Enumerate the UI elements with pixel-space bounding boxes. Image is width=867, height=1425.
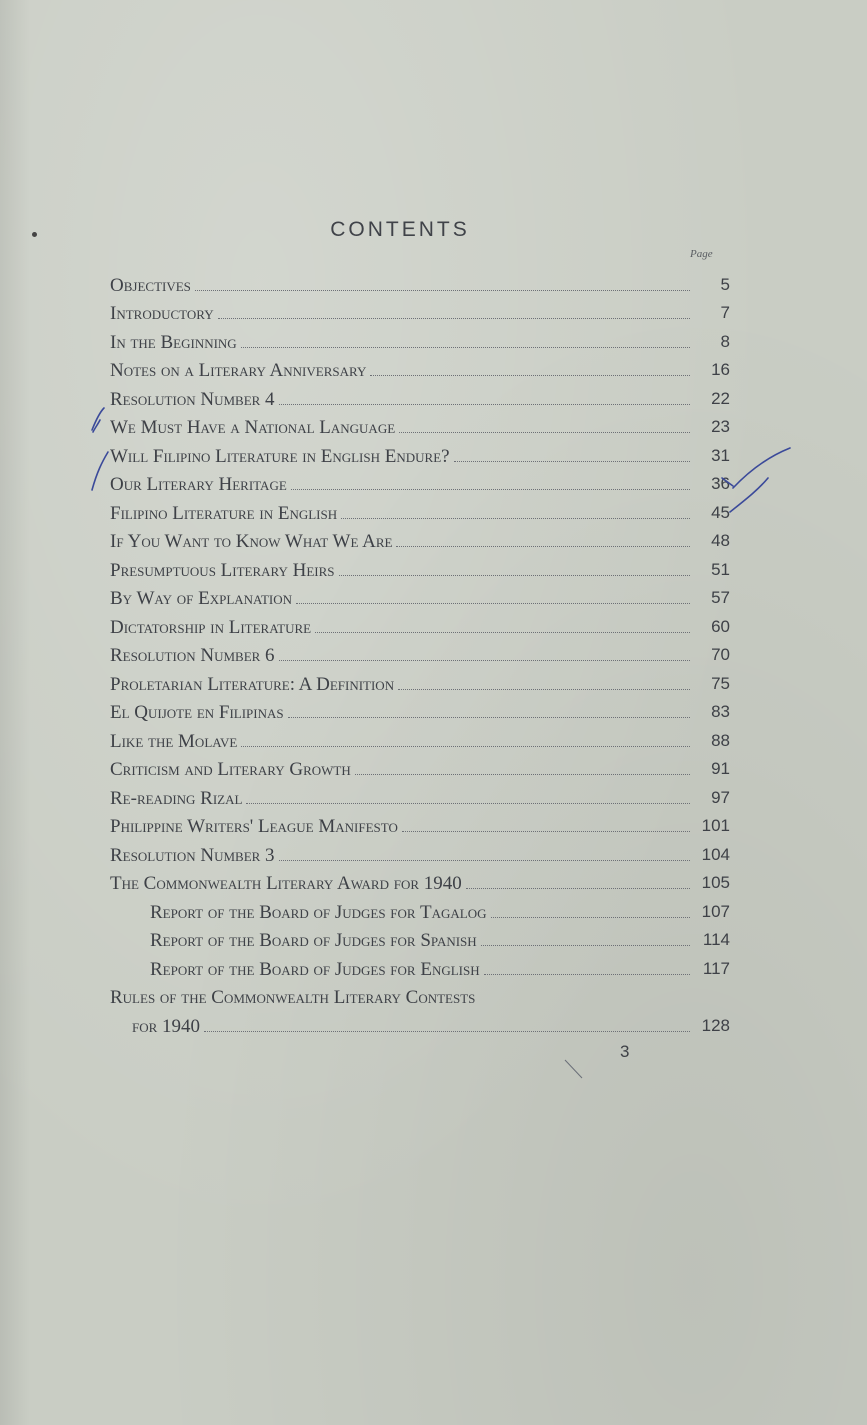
dot-leader <box>396 546 690 547</box>
toc-title: Report of the Board of Judges for Tagalog <box>150 901 487 923</box>
toc-page-number: 23 <box>711 417 730 436</box>
page-column-label: Page <box>690 248 713 260</box>
table-of-contents <box>110 268 730 1038</box>
toc-title: Our Literary Heritage <box>110 474 287 495</box>
toc-page-number: 117 <box>702 958 730 978</box>
toc-page-number: 105 <box>701 873 730 892</box>
dot-leader <box>355 774 690 775</box>
toc-title: Proletarian Literature: A Definition <box>110 673 395 695</box>
toc-title: We Must Have a National Language <box>110 417 396 438</box>
toc-title: Dictatorship in Literature <box>110 616 312 638</box>
page-folio-number: 3 <box>620 1042 630 1061</box>
toc-title: If You Want to Know What We Are <box>110 531 393 552</box>
toc-entry-resolution-3 <box>110 838 730 867</box>
toc-page-number: 75 <box>711 673 730 693</box>
toc-entry-report-spanish <box>110 924 730 953</box>
dot-leader <box>204 1031 690 1032</box>
toc-page-number: 22 <box>711 388 730 408</box>
toc-page-number: 114 <box>702 930 730 949</box>
toc-entry-notes-literary-anniversary <box>110 354 730 383</box>
toc-entry-writers-league-manifesto <box>110 810 730 839</box>
toc-title: for 1940 <box>132 1015 201 1037</box>
toc-title: Filipino Literature in English <box>110 502 338 524</box>
toc-entry-proletarian-literature <box>110 667 730 696</box>
pencil-tick-mark <box>733 448 790 488</box>
toc-title: Re-reading Rizal <box>110 787 243 809</box>
pencil-tick-mark <box>92 408 104 430</box>
toc-title: Resolution Number 3 <box>110 844 275 866</box>
toc-title: Presumptuous Literary Heirs <box>110 559 335 581</box>
toc-entry-resolution-4 <box>110 382 730 411</box>
pencil-tick-mark <box>730 478 768 512</box>
toc-title: El Quijote en Filipinas <box>110 702 284 723</box>
toc-entry-commonwealth-award <box>110 867 730 896</box>
toc-entry-rules-contests-cont <box>110 1009 730 1038</box>
toc-page-number: 91 <box>711 759 730 778</box>
toc-page-number: 16 <box>711 360 730 379</box>
pencil-tick-mark <box>92 452 108 490</box>
toc-entry-report-english <box>110 952 730 981</box>
dot-leader <box>288 717 690 718</box>
dot-leader <box>466 888 690 889</box>
toc-entry-literary-heritage <box>110 468 730 497</box>
toc-entry-re-reading-rizal <box>110 781 730 810</box>
dot-leader <box>491 917 691 918</box>
toc-title: In the Beginning <box>110 331 237 353</box>
dot-leader <box>339 575 690 576</box>
dot-leader <box>279 860 690 861</box>
toc-title: Objectives <box>110 274 191 296</box>
dot-leader <box>218 318 690 319</box>
dot-leader <box>370 375 690 376</box>
toc-page-number: 5 <box>720 274 730 294</box>
dot-leader <box>341 518 690 519</box>
dot-leader <box>241 746 690 747</box>
toc-title: Report of the Board of Judges for Spanish <box>150 930 477 951</box>
dot-leader <box>402 831 690 832</box>
toc-title: Resolution Number 6 <box>110 645 275 666</box>
faint-pencil-stroke <box>565 1060 582 1078</box>
toc-page-number: 7 <box>720 303 730 322</box>
toc-title: Resolution Number 4 <box>110 388 275 410</box>
toc-entry-presumptuous-heirs <box>110 553 730 582</box>
toc-entry-in-the-beginning <box>110 325 730 354</box>
toc-page-number: 104 <box>701 844 730 864</box>
toc-title: Criticism and Literary Growth <box>110 759 351 780</box>
toc-title: By Way of Explanation <box>110 588 293 609</box>
toc-page-number: 36 <box>711 474 730 493</box>
dot-leader <box>279 660 690 661</box>
toc-entry-objectives <box>110 268 730 297</box>
dot-leader <box>454 461 690 462</box>
dot-leader <box>484 974 690 975</box>
toc-page-number: 60 <box>711 616 730 636</box>
dot-leader <box>315 632 690 633</box>
toc-page-number: 31 <box>711 445 730 465</box>
dot-leader <box>291 489 690 490</box>
dot-leader <box>279 404 690 405</box>
toc-page-number: 45 <box>711 502 730 522</box>
toc-page-number: 97 <box>711 787 730 807</box>
toc-title: Report of the Board of Judges for English <box>150 958 480 980</box>
toc-page-number: 88 <box>711 730 730 750</box>
toc-page-number: 48 <box>711 531 730 550</box>
toc-page-number: 57 <box>711 588 730 607</box>
toc-page-number: 101 <box>701 816 730 835</box>
dot-leader <box>398 689 690 690</box>
toc-page-number: 70 <box>711 645 730 664</box>
toc-entry-report-tagalog <box>110 895 730 924</box>
dot-leader <box>241 347 690 348</box>
toc-entry-el-quijote <box>110 696 730 725</box>
toc-entry-introductory <box>110 297 730 326</box>
toc-entry-know-what-we-are <box>110 525 730 554</box>
pencil-tick-mark <box>93 420 100 432</box>
toc-title: The Commonwealth Literary Award for 1940 <box>110 873 462 894</box>
toc-entry-like-the-molave <box>110 724 730 753</box>
toc-title: Philippine Writers' League Manifesto <box>110 816 398 837</box>
toc-page-number: 51 <box>711 559 730 579</box>
dot-leader <box>296 603 690 604</box>
dot-leader <box>246 803 690 804</box>
toc-page-number: 107 <box>701 901 730 921</box>
toc-entry-way-of-explanation <box>110 582 730 611</box>
toc-entry-dictatorship <box>110 610 730 639</box>
toc-entry-criticism-growth <box>110 753 730 782</box>
toc-title: Rules of the Commonwealth Literary Contests <box>110 987 476 1008</box>
toc-title: Like the Molave <box>110 730 238 752</box>
dot-leader <box>481 945 690 946</box>
toc-entry-national-language <box>110 411 730 440</box>
toc-page-number: 83 <box>711 702 730 721</box>
contents-heading: CONTENTS <box>330 218 470 241</box>
toc-entry-rules-contests <box>110 981 730 1010</box>
toc-page-number: 8 <box>720 331 730 351</box>
toc-title: Notes on a Literary Anniversary <box>110 360 367 381</box>
toc-entry-filipino-literature-endure <box>110 439 730 468</box>
dot-leader <box>195 290 690 291</box>
toc-entry-resolution-6 <box>110 639 730 668</box>
toc-page-number: 128 <box>701 1015 730 1035</box>
toc-entry-filipino-literature-english <box>110 496 730 525</box>
toc-title: Introductory <box>110 303 214 324</box>
dot-leader <box>399 432 690 433</box>
toc-title: Will Filipino Literature in English Endure? <box>110 445 450 467</box>
